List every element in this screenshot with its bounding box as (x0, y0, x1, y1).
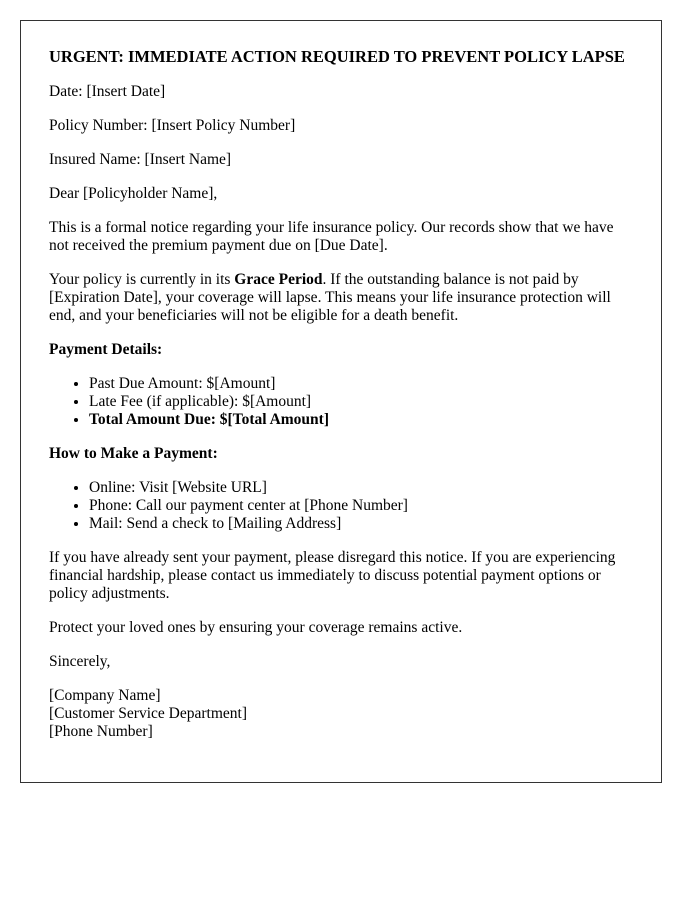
grace-period-paragraph (49, 271, 633, 325)
how-to-pay-heading (49, 445, 633, 463)
text: . If the outstanding balance is not paid by [Expiration Date], your coverage will lapse. This means your life insurance protection will end, and your beneficiaries will not be eligible for a death benefit. (49, 271, 611, 324)
heading-text: How to Make a Payment: (49, 445, 218, 462)
phone-number: [Phone Number] (49, 723, 153, 740)
salutation: Dear [Policyholder Name], (49, 185, 218, 202)
payment-methods-list (49, 479, 633, 533)
text: Your policy is currently in its (49, 271, 235, 288)
protect-paragraph: Protect your loved ones by ensuring your coverage remains active. (49, 619, 463, 636)
department: [Customer Service Department] (49, 705, 247, 722)
payment-details-list (49, 375, 633, 429)
total-amount: Total Amount Due: $[Total Amount] (89, 411, 330, 428)
letter (20, 20, 662, 783)
company-name: [Company Name] (49, 687, 161, 704)
hardship-paragraph: If you have already sent your payment, please disregard this notice. If you are experiencing financial hardship, please contact us immediately to discuss potential payment options or policy adjustments. (49, 549, 616, 602)
list-item-total (89, 411, 633, 429)
list-item: • Late Fee (if applicable): $[Amount] (89, 393, 633, 411)
list-item: • Online: Visit [Website URL] (89, 479, 633, 497)
payment-details-heading (49, 341, 633, 359)
list-item: • Past Due Amount: $[Amount] (89, 375, 633, 393)
list-item: • Phone: Call our payment center at [Phone Number] (89, 497, 633, 515)
signature-block (49, 687, 633, 741)
intro-paragraph: This is a formal notice regarding your life insurance policy. Our records show that we have not received the premium payment due on [Due Date]. (49, 219, 614, 254)
closing: Sincerely, (49, 653, 111, 670)
list-item: • Mail: Send a check to [Mailing Address] (89, 515, 633, 533)
insured-name-line: Insured Name: [Insert Name] (49, 151, 232, 168)
grace-period-emphasis: Grace Period (234, 271, 323, 288)
heading-text: Payment Details: (49, 341, 163, 358)
letter-title: URGENT: IMMEDIATE ACTION REQUIRED TO PREVENT POLICY LAPSE (49, 47, 625, 66)
policy-number-line: Policy Number: [Insert Policy Number] (49, 117, 296, 134)
date-line: Date: [Insert Date] (49, 83, 166, 100)
